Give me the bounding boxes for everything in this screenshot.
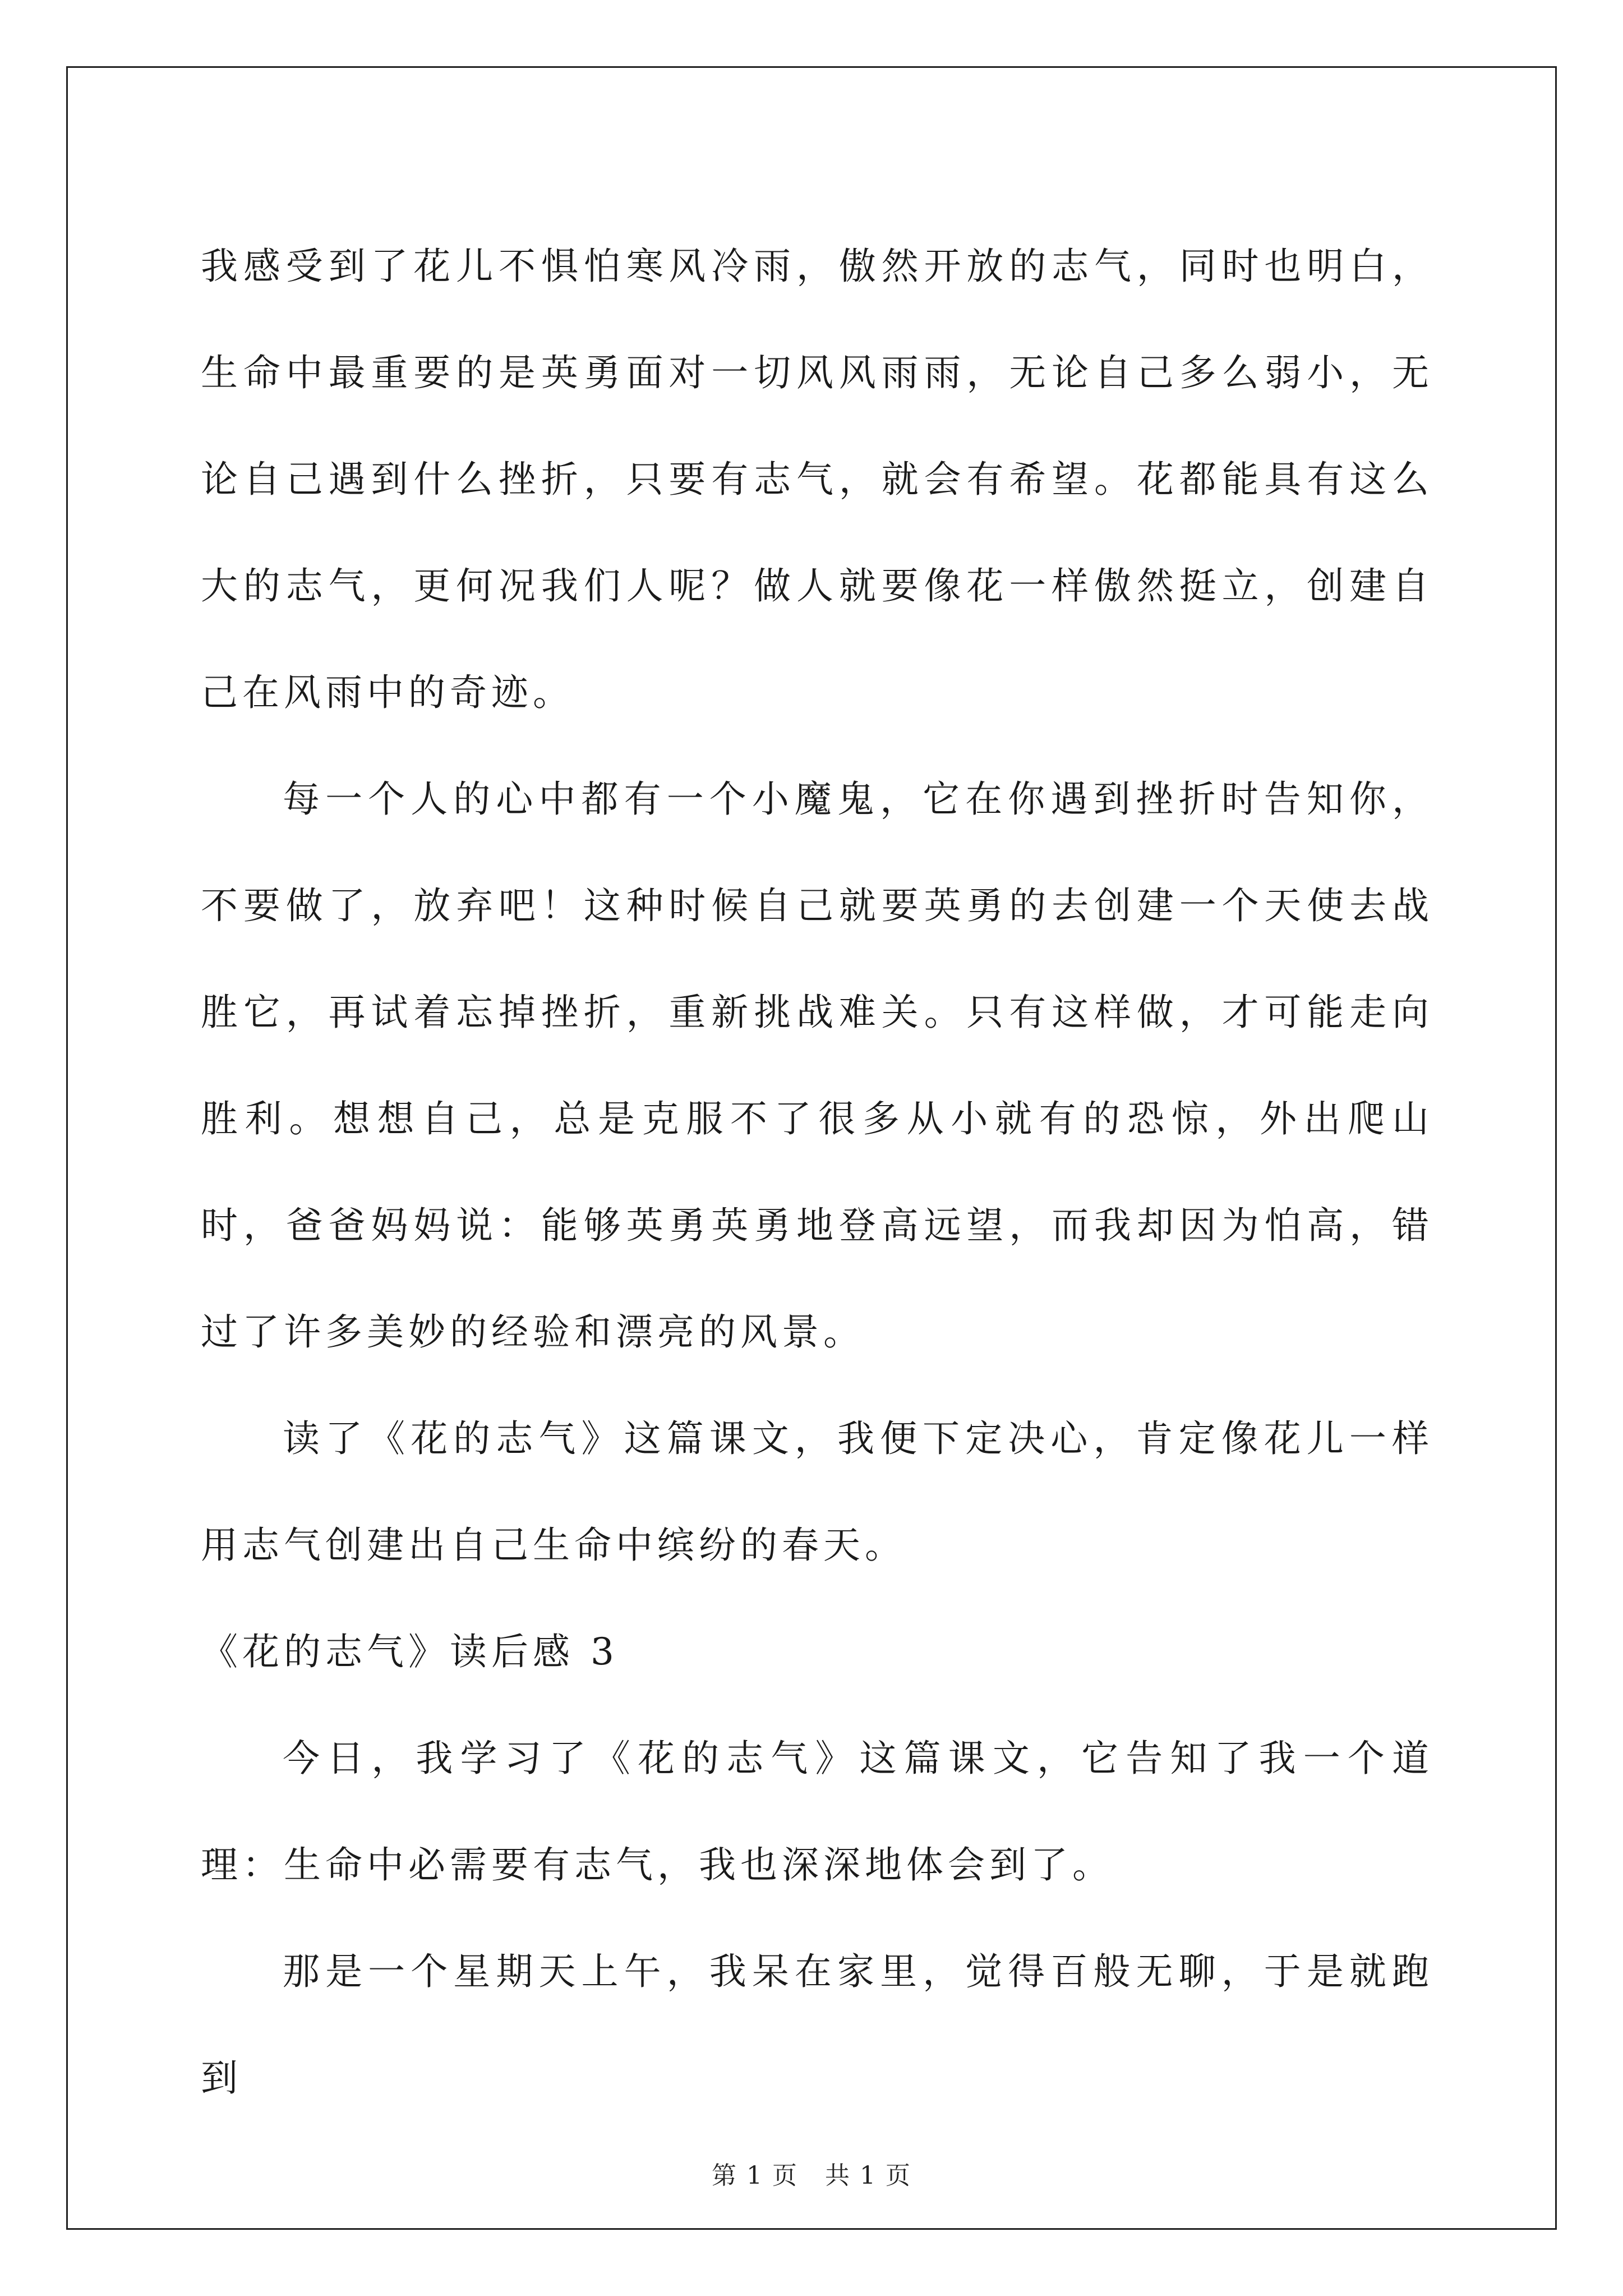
page-number-total: 共 1 页 [825,2161,911,2190]
paragraph: 我感受到了花儿不惧怕寒风冷雨，傲然开放的志气，同时也明白，生命中最重要的是英勇面对一切风风雨雨，无论自己多么弱小，无论自己遇到什么挫折，只要有志气，就会有希望。花都能具有这么大的志气，更何况我们人呢？做人就要像花一样傲然挺立，创建自己在风雨中的奇迹。 [201,245,1433,714]
paragraph: 每一个人的心中都有一个小魔鬼，它在你遇到挫折时告知你，不要做了，放弃吧！这种时候自己就要英勇的去创建一个天使去战胜它，再试着忘掉挫折，重新挑战难关。只有这样做，才可能走向胜利。想想自己，总是克服不了很多从小就有的恐惊，外出爬山时，爸爸妈妈说：能够英勇英勇地登高远望，而我却因为怕高，错过了许多美妙的经验和漂亮的风景。 [201,777,1433,1354]
page-footer [0,2155,1623,2191]
paragraph: 那是一个星期天上午，我呆在家里，觉得百般无聊，于是就跑到 [201,1950,1433,2100]
document-body [201,213,1433,2132]
paragraph: 读了《花的志气》这篇课文，我便下定决心，肯定像花儿一样用志气创建出自己生命中缤纷的春天。 [201,1417,1433,1567]
paragraph: 今日，我学习了《花的志气》这篇课文，它告知了我一个道理：生命中必需要有志气，我也深深地体会到了。 [201,1737,1433,1887]
section-heading: 《花的志气》读后感 3 [201,1630,619,1673]
page-number-current: 第 1 页 [712,2161,798,2190]
